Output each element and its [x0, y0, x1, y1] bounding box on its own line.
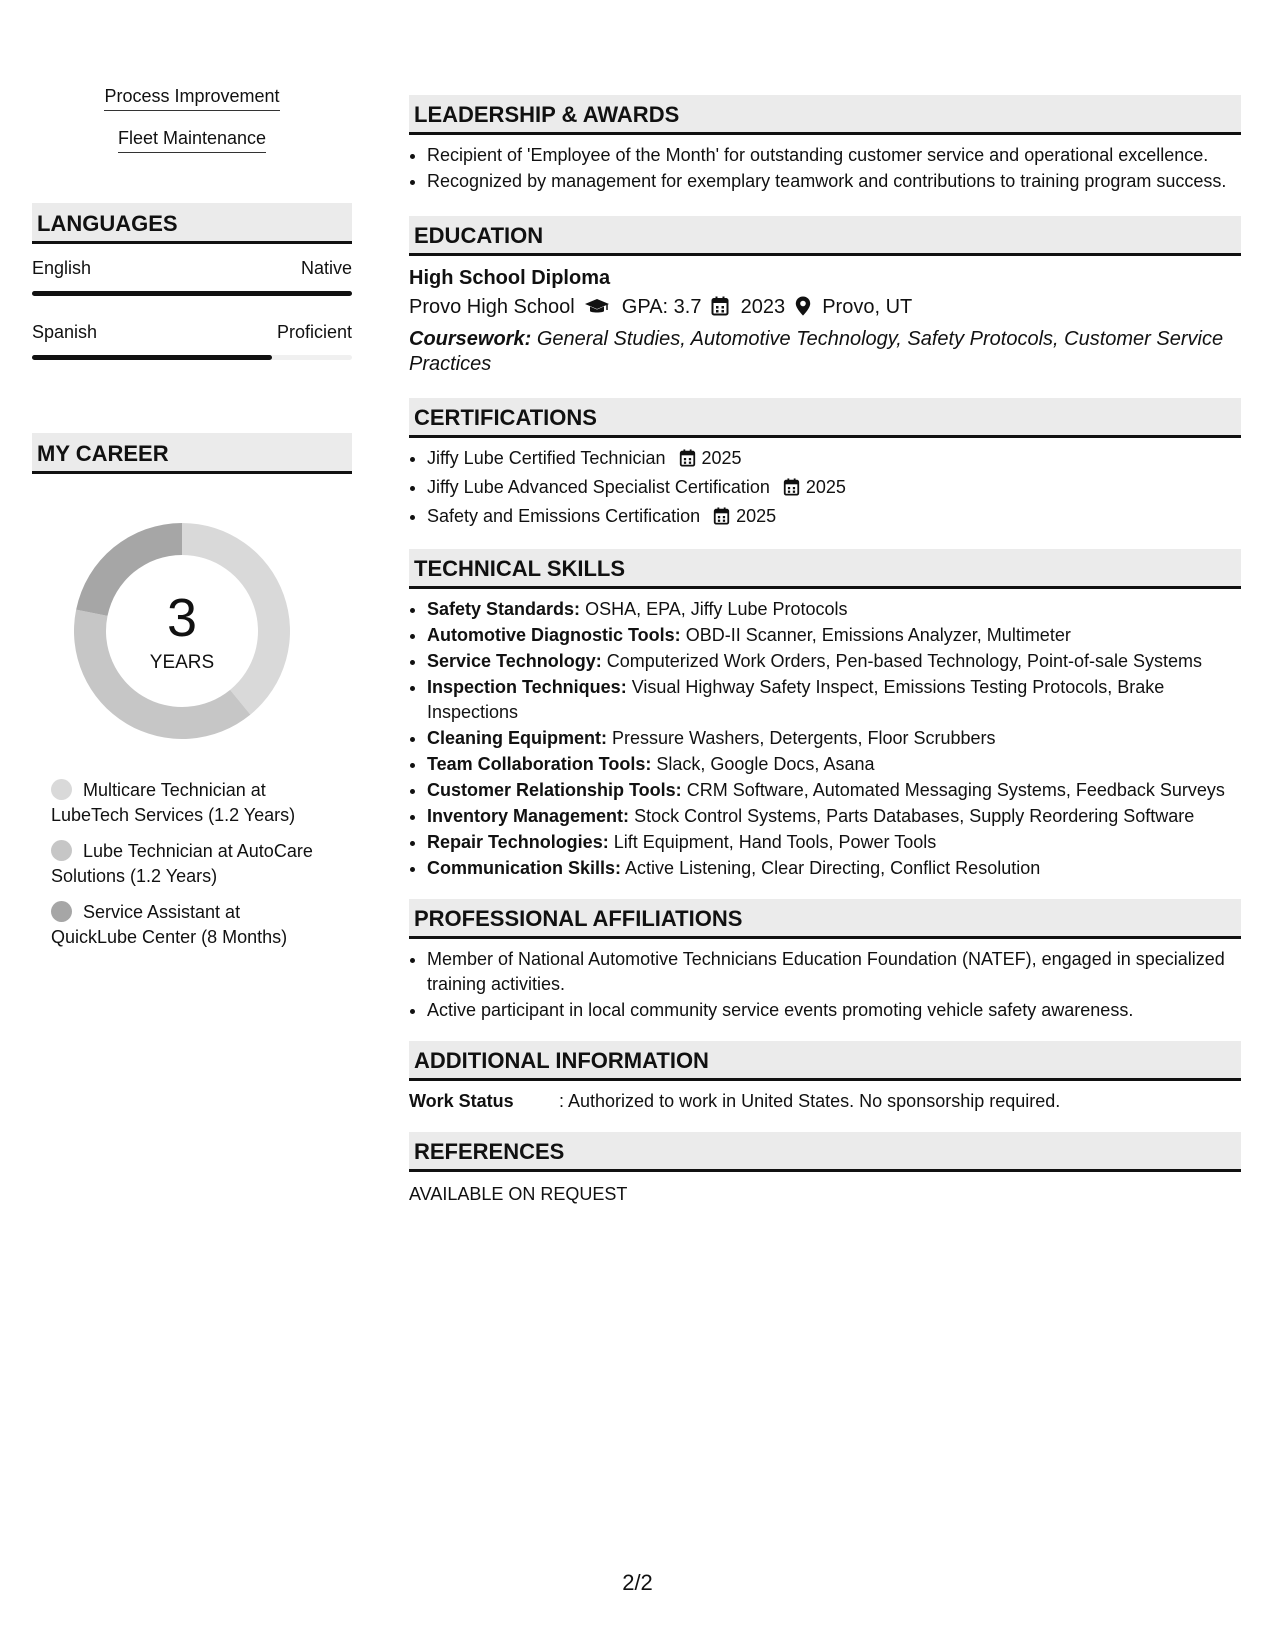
language-name: Spanish: [32, 322, 98, 342]
legend-dot: [51, 779, 72, 800]
leadership-heading: LEADERSHIP & AWARDS: [409, 95, 1241, 135]
references-text: AVAILABLE ON REQUEST: [409, 1184, 628, 1204]
career-legend-item: [51, 778, 331, 828]
career-total-number: 3: [166, 588, 198, 648]
skill-label: Communication Skills:: [427, 858, 622, 878]
technical-skill-item: [427, 752, 1241, 777]
skill-label: Inventory Management:: [427, 806, 630, 826]
language-bar-fill: [32, 291, 352, 296]
skill-value: OBD-II Scanner, Emissions Analyzer, Multimeter: [685, 625, 1071, 645]
skill-tag: Process Improvement: [104, 86, 279, 111]
certification-item: [427, 504, 1241, 532]
leadership-list: [409, 143, 1241, 194]
graduation-cap-icon: [584, 297, 610, 323]
certification-year: 2025: [736, 506, 777, 526]
career-donut-chart: [67, 516, 297, 746]
affiliation-item: • Member of National Automotive Technicians Education Foundation (NATEF), engaged in specialized training activities.: [427, 947, 1241, 997]
technical-skill-item: [427, 675, 1241, 725]
education-gpa: GPA: 3.7: [621, 296, 702, 318]
additional-info-heading: ADDITIONAL INFORMATION: [409, 1041, 1241, 1081]
technical-skill-item: [427, 649, 1241, 674]
work-status-value: : Authorized to work in United States. No sponsorship required.: [559, 1091, 1061, 1111]
certification-name: Jiffy Lube Certified Technician: [427, 448, 666, 468]
skill-label: Customer Relationship Tools:: [427, 780, 682, 800]
affiliation-item: • Active participant in local community service events promoting vehicle safety awareness.: [427, 998, 1241, 1023]
career-total-unit: YEARS: [149, 652, 215, 673]
skill-label: Cleaning Equipment:: [427, 728, 607, 748]
skill-value: CRM Software, Automated Messaging Systems, Feedback Surveys: [686, 780, 1225, 800]
coursework-value: General Studies, Automotive Technology, Safety Protocols, Customer Service Practices: [409, 328, 1224, 375]
page-number: 2/2: [622, 1570, 653, 1595]
language-item: [32, 258, 352, 296]
language-name: English: [32, 258, 92, 278]
skill-value: Slack, Google Docs, Asana: [656, 754, 875, 774]
skill-label: Inspection Techniques:: [427, 677, 627, 697]
technical-skill-item: [427, 804, 1241, 829]
languages-heading: LANGUAGES: [32, 203, 352, 244]
affiliations-heading: PROFESSIONAL AFFILIATIONS: [409, 899, 1241, 939]
language-bar: [32, 291, 352, 296]
career-legend-label: Service Assistant at QuickLube Center (8 Months): [51, 902, 288, 947]
career-heading: MY CAREER: [32, 433, 352, 474]
language-item: [32, 322, 352, 360]
skill-value: Visual Highway Safety Inspect, Emissions Testing Protocols, Brake Inspections: [427, 677, 1165, 722]
calendar-icon: [783, 478, 800, 503]
language-bar: [32, 355, 352, 360]
technical-skill-item: [427, 778, 1241, 803]
skill-value: Pressure Washers, Detergents, Floor Scrubbers: [612, 728, 996, 748]
education-year: 2023: [740, 296, 786, 318]
calendar-icon: [713, 507, 730, 532]
technical-skills-heading: TECHNICAL SKILLS: [409, 549, 1241, 589]
skill-label: Team Collaboration Tools:: [427, 754, 652, 774]
career-legend-label: Multicare Technician at LubeTech Services (1.2 Years): [51, 780, 296, 825]
left-column: [32, 86, 352, 961]
language-level: Proficient: [276, 322, 352, 342]
certification-year: 2025: [701, 448, 742, 468]
career-legend-item: [51, 900, 331, 950]
career-legend-item: [51, 839, 331, 889]
education-coursework: [409, 327, 1241, 377]
certification-name: Jiffy Lube Advanced Specialist Certification: [427, 477, 770, 497]
certifications-list: [409, 446, 1241, 532]
language-level: Native: [300, 258, 352, 278]
technical-skill-item: [427, 830, 1241, 855]
education-heading: EDUCATION: [409, 216, 1241, 256]
education-location: Provo, UT: [822, 296, 913, 318]
skill-label: Service Technology:: [427, 651, 602, 671]
skill-tags: [32, 86, 352, 170]
career-legend: [32, 778, 352, 950]
calendar-icon: [711, 296, 729, 323]
affiliations-list: [409, 947, 1241, 1023]
references-heading: REFERENCES: [409, 1132, 1241, 1172]
map-pin-icon: [795, 296, 811, 323]
technical-skill-item: [427, 623, 1241, 648]
certification-item: [427, 446, 1241, 474]
certifications-heading: CERTIFICATIONS: [409, 398, 1241, 438]
legend-dot: [51, 840, 72, 861]
language-bar-fill: [32, 355, 272, 360]
skill-value: Stock Control Systems, Parts Databases, Supply Reordering Software: [634, 806, 1195, 826]
education-school: Provo High School: [409, 296, 575, 318]
skill-value: OSHA, EPA, Jiffy Lube Protocols: [585, 599, 848, 619]
calendar-icon: [679, 449, 696, 474]
technical-skill-item: [427, 597, 1241, 622]
skill-value: Active Listening, Clear Directing, Conflict Resolution: [625, 858, 1041, 878]
leadership-item: • Recognized by management for exemplary teamwork and contributions to training program success.: [427, 169, 1241, 194]
technical-skill-item: [427, 726, 1241, 751]
certification-item: [427, 475, 1241, 503]
right-column: [409, 95, 1241, 1205]
certification-year: 2025: [805, 477, 846, 497]
education-degree: High School Diploma: [409, 267, 611, 289]
skill-value: Computerized Work Orders, Pen-based Technology, Point-of-sale Systems: [606, 651, 1202, 671]
skill-label: Safety Standards:: [427, 599, 581, 619]
leadership-item: • Recipient of 'Employee of the Month' for outstanding customer service and operational excellence.: [427, 143, 1241, 168]
work-status-row: [409, 1091, 1241, 1115]
work-status-label: Work Status: [409, 1091, 514, 1111]
skill-label: Automotive Diagnostic Tools:: [427, 625, 681, 645]
career-legend-label: Lube Technician at AutoCare Solutions (1.2 Years): [51, 841, 313, 886]
coursework-label: Coursework:: [409, 328, 532, 350]
certification-name: Safety and Emissions Certification: [427, 506, 701, 526]
skill-tag: Fleet Maintenance: [118, 128, 266, 153]
legend-dot: [51, 901, 72, 922]
technical-skill-item: [427, 856, 1241, 881]
skill-value: Lift Equipment, Hand Tools, Power Tools: [613, 832, 937, 852]
technical-skills-list: [409, 597, 1241, 881]
education-meta: [409, 294, 1241, 323]
skill-label: Repair Technologies:: [427, 832, 609, 852]
